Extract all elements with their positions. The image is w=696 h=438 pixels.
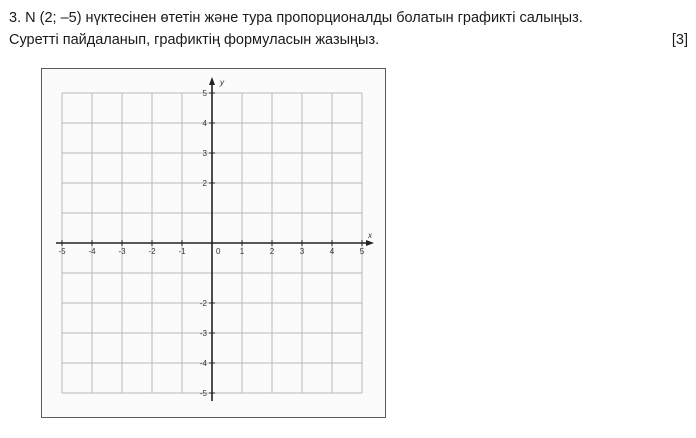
y-axis-label: y <box>220 78 224 87</box>
x-tick-label: -2 <box>148 247 156 256</box>
y-tick-label: -2 <box>199 299 207 308</box>
y-tick-label: 3 <box>202 149 207 158</box>
x-tick-label: 3 <box>299 247 305 256</box>
y-tick-label: -3 <box>199 329 207 338</box>
x-tick-label: 2 <box>269 247 275 256</box>
origin-label: 0 <box>216 247 221 256</box>
x-tick-label: -3 <box>118 247 126 256</box>
x-tick-label: -5 <box>58 247 66 256</box>
coordinate-grid <box>41 68 386 418</box>
x-axis-arrow-icon <box>366 240 374 246</box>
x-tick-label: 5 <box>359 247 365 256</box>
x-tick-label: -4 <box>88 247 96 256</box>
task-statement-line-2: Суретті пайдаланып, графиктің формуласын жазыңыз. <box>9 32 380 48</box>
y-tick-label: 5 <box>202 89 207 98</box>
x-tick-label: 4 <box>329 247 335 256</box>
y-tick-label: 2 <box>202 179 207 188</box>
y-tick-label: -4 <box>199 359 207 368</box>
y-axis-arrow-icon <box>209 77 215 85</box>
score-marker: [3] <box>671 32 688 48</box>
y-tick-label: -5 <box>199 389 207 398</box>
x-axis-label: x <box>368 231 372 240</box>
x-tick-label: 1 <box>239 247 245 256</box>
y-tick-label: 4 <box>202 119 207 128</box>
task-text <box>9 7 685 51</box>
x-tick-label: -1 <box>178 247 186 256</box>
task-statement-line-1: 3. N (2; –5) нүктесінен өтетін және тура пропорционалды болатын графикті салыңыз. <box>9 10 583 26</box>
